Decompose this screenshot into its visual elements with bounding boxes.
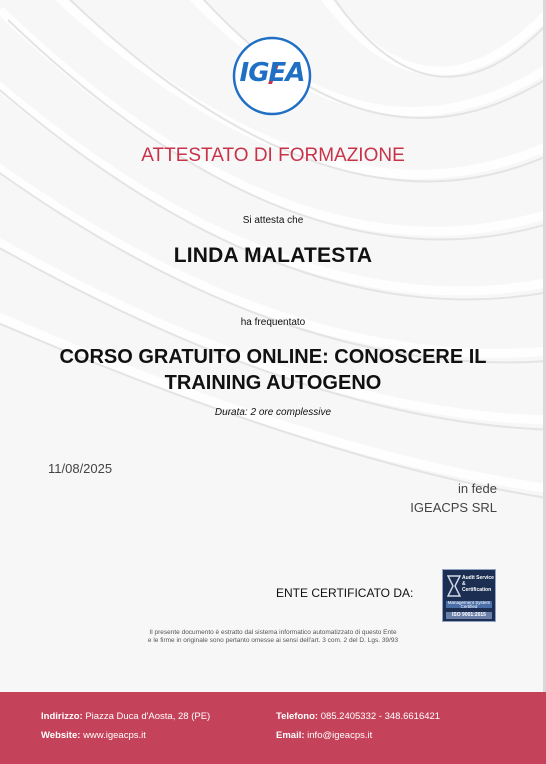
attended-line: ha frequentato — [240, 317, 306, 328]
footer-website — [41, 730, 146, 741]
phone-value: 085.2405332 - 348.6616421 — [320, 711, 441, 722]
website-label: Website: — [41, 730, 81, 741]
recipient-name: LINDA MALATESTA — [173, 244, 373, 267]
closing-text: in fede — [457, 481, 497, 496]
disclaimer-line-2: e le firme in originale sono pertanto omesse ai sensi dell'art. 3 com. 2 del D. Lgs. 39/93 — [147, 637, 399, 644]
certification-badge — [442, 569, 496, 622]
disclaimer-line-1: Il presente documento è estratto dal sistema informatico automatizzato di questo Ente — [149, 629, 397, 636]
badge-title: Audit Service & Certification — [462, 575, 494, 593]
hourglass-icon — [447, 575, 461, 597]
course-title — [20, 344, 526, 396]
issue-date: 11/08/2025 — [48, 461, 113, 476]
email-label: Email: — [276, 730, 305, 741]
legal-disclaimer — [100, 629, 446, 645]
signature-block — [410, 479, 497, 517]
certificate-title: ATTESTATO DI FORMAZIONE — [141, 145, 405, 166]
course-duration: Durata: 2 ore complessive — [214, 407, 332, 418]
course-title-line-1: CORSO GRATUITO ONLINE: CONOSCERE IL — [59, 346, 487, 368]
badge-band-text: Management System Certified — [447, 600, 491, 609]
address-value: Piazza Duca d'Aosta, 28 (PE) — [85, 711, 211, 722]
address-label: Indirizzo: — [41, 711, 83, 722]
course-title-line-2: TRAINING AUTOGENO — [164, 372, 382, 394]
footer-address — [41, 711, 210, 722]
footer-email — [276, 730, 372, 741]
footer-bar — [0, 692, 546, 764]
attest-line: Si attesta che — [242, 215, 304, 226]
phone-label: Telefono: — [276, 711, 319, 722]
badge-iso: ISO 9001:2015 — [446, 612, 492, 619]
footer-phone — [276, 711, 440, 722]
email-link[interactable]: info@igeacps.it — [307, 730, 373, 741]
igea-logo-text: IGEA — [239, 58, 305, 88]
issuer-name: IGEACPS SRL — [410, 500, 497, 515]
website-link[interactable]: www.igeacps.it — [83, 730, 146, 741]
certified-by-label: ENTE CERTIFICATO DA: — [276, 586, 414, 600]
